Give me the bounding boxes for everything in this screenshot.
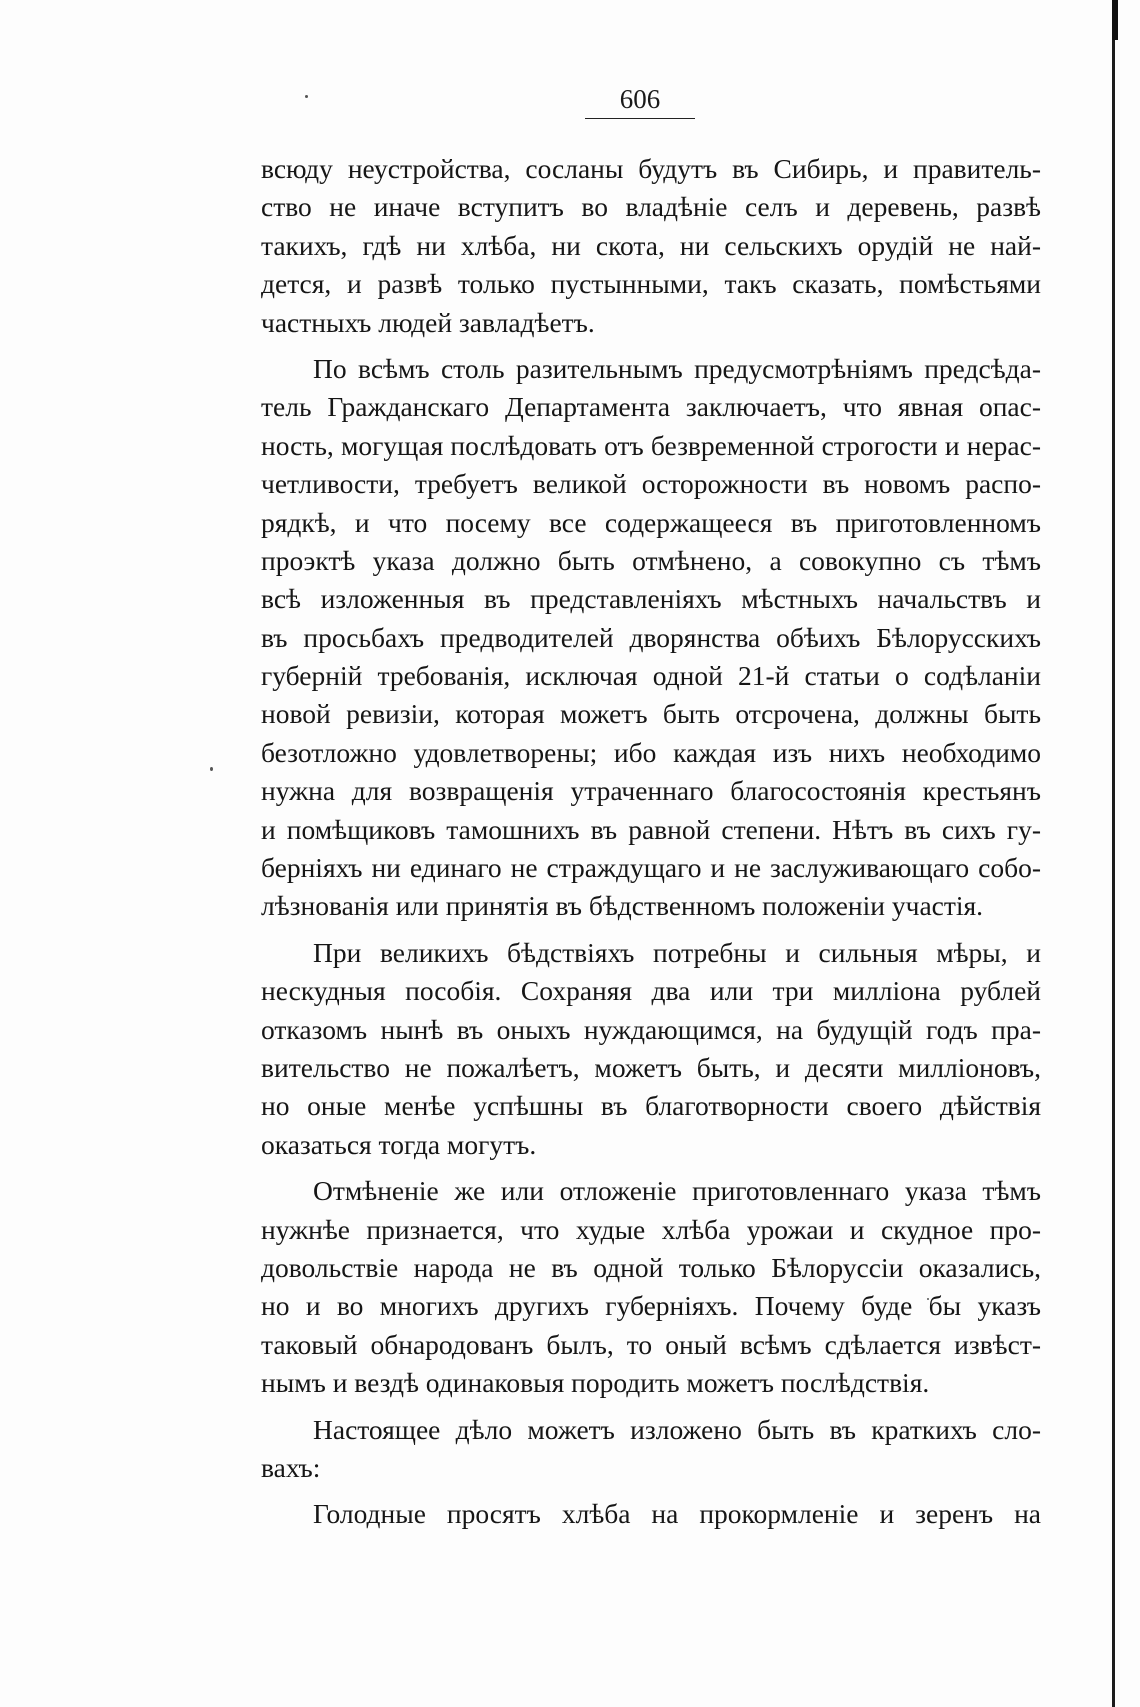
text-line: дется, и развѣ только пустынными, такъ сказать, помѣстьями bbox=[261, 268, 1041, 300]
text-line: нужнѣе признается, что худые хлѣба урожаи и скудное про- bbox=[261, 1213, 1041, 1245]
text-line: берніяхъ ни единаго не страждущаго и не заслуживающаго собо- bbox=[261, 852, 1041, 884]
text-line: По всѣмъ столь разительнымъ предусмотрѣніямъ предсѣда- bbox=[313, 352, 1041, 384]
paragraph bbox=[261, 150, 1041, 342]
text-line: безотложно удовлетворены; ибо каждая изъ нихъ необходимо bbox=[261, 736, 1041, 768]
text-line: вительство не пожалѣетъ, можетъ быть, и десяти милліоновъ, bbox=[261, 1051, 1041, 1083]
paragraph bbox=[261, 1411, 1041, 1488]
text-line: но оные менѣе успѣшны въ благотворности своего дѣйствія bbox=[261, 1090, 1041, 1122]
scan-speck bbox=[305, 95, 308, 98]
text-line: всюду неустройства, сосланы будутъ въ Сибирь, и правитель- bbox=[261, 153, 1041, 184]
text-line: ство не иначе вступитъ во владѣніе селъ и деревень, развѣ bbox=[261, 191, 1041, 223]
text-line: таковый обнародованъ былъ, то оный всѣмъ сдѣлается извѣст- bbox=[261, 1328, 1041, 1360]
text-line: При великихъ бѣдствіяхъ потребны и сильныя мѣры, и bbox=[313, 936, 1041, 968]
text-line: нужна для возвращенія утраченнаго благосостоянія крестьянъ bbox=[261, 775, 1041, 807]
text-line: проэктѣ указа должно быть отмѣнено, а совокупно съ тѣмъ bbox=[261, 544, 1041, 576]
text-line: отказомъ нынѣ въ оныхъ нуждающимся, на будущій годъ пра- bbox=[261, 1013, 1041, 1045]
text-line: Настоящее дѣло можетъ изложено быть въ краткихъ сло- bbox=[313, 1413, 1041, 1445]
text-line: въ просьбахъ предводителей дворянства обѣихъ Бѣлорусскихъ bbox=[261, 621, 1041, 653]
text-line: оказаться тогда могутъ. bbox=[261, 1128, 537, 1160]
text-line: лѣзнованія или принятія въ бѣдственномъ положеніи участія. bbox=[261, 890, 984, 922]
binding-edge-line bbox=[1112, 0, 1115, 1707]
text-line: нескудныя пособія. Сохраняя два или три милліона рублей bbox=[261, 975, 1041, 1007]
scan-speck bbox=[210, 767, 213, 771]
text-line: нымъ и вездѣ одинаковыя породить можетъ послѣдствія. bbox=[261, 1367, 930, 1399]
text-line: такихъ, гдѣ ни хлѣба, ни скота, ни сельскихъ орудій не най- bbox=[261, 229, 1041, 261]
paragraph bbox=[261, 934, 1041, 1164]
text-line: и помѣщиковъ тамошнихъ въ равной степени. Нѣтъ въ сихъ гу- bbox=[261, 813, 1041, 845]
paragraph bbox=[261, 350, 1041, 926]
paragraph bbox=[261, 1172, 1041, 1402]
text-line: новой ревизіи, которая можетъ быть отсрочена, должны быть bbox=[261, 698, 1041, 730]
text-line: Голодные просятъ хлѣба на прокормленіе и зеренъ на bbox=[313, 1498, 1041, 1530]
text-line: Отмѣненіе же или отложеніе приготовленнаго указа тѣмъ bbox=[313, 1175, 1041, 1207]
paragraph bbox=[261, 1495, 1041, 1533]
text-line: четливости, требуетъ великой осторожности въ новомъ распо- bbox=[261, 468, 1041, 500]
text-line: но и во многихъ другихъ губерніяхъ. Почему буде бы указъ bbox=[261, 1290, 1041, 1322]
text-line: губерній требованія, исключая одной 21-й статьи о содѣланіи bbox=[261, 660, 1041, 692]
text-line: всѣ изложенныя въ представленіяхъ мѣстныхъ начальствъ и bbox=[261, 583, 1041, 615]
text-line: довольствіе народа не въ одной только Бѣлоруссіи оказались, bbox=[261, 1251, 1041, 1283]
text-line: вахъ: bbox=[261, 1451, 321, 1483]
binding-edge-mark bbox=[1112, 0, 1118, 40]
text-line: ность, могущая послѣдовать отъ безвременной строгости и нерас- bbox=[261, 429, 1041, 461]
page-number: 606 bbox=[585, 84, 695, 119]
text-line: рядкѣ, и что посему все содержащееся въ приготовленномъ bbox=[261, 506, 1041, 538]
text-line: тель Гражданскаго Департамента заключаетъ, что явная опас- bbox=[261, 391, 1041, 423]
body-text bbox=[261, 150, 1041, 1534]
text-line: частныхъ людей завладѣетъ. bbox=[261, 306, 595, 338]
